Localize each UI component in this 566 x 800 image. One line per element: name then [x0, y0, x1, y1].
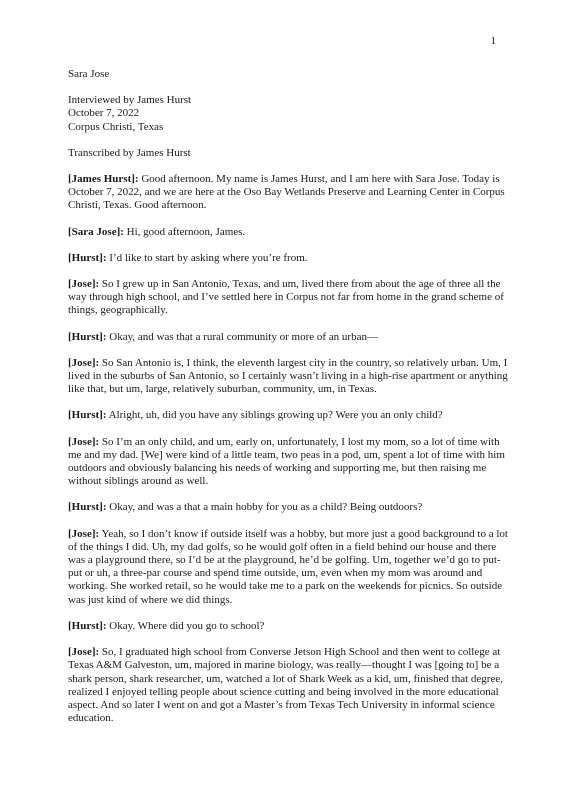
speaker-label: [Jose]: [68, 646, 100, 659]
paragraph-text: So San Antonio is, I think, the eleventh largest city in the country, so relatively urban. Um, I lived in the suburbs of San Antonio, so I certainly wasn’t living in a high-rise apartment or anything like that, but um, large, relatively suburban, community, um, in Texas. [68, 356, 508, 396]
transcript-paragraph [68, 501, 508, 514]
speaker-label: [Hurst]: [68, 251, 107, 264]
transcript-paragraph [68, 173, 508, 213]
paragraph-text: Okay, and was a that a main hobby for you as a child? Being outdoors? [106, 501, 423, 514]
paragraph-text: Good afternoon. My name is James Hurst, and I am here with Sara Jose. Today is October 7, 2022, and we are here at the Oso Bay Wetlands Preserve and Learning Center in Corpus Christi, Texas. Good afternoon. [68, 173, 505, 212]
transcript-paragraph [68, 226, 508, 239]
paragraph-text: Alright, uh, did you have any siblings growing up? Were you an only child? [106, 409, 443, 422]
speaker-label: [Hurst]: [68, 501, 107, 514]
interview-date: October 7, 2022 [68, 107, 140, 120]
transcript-paragraph [68, 278, 508, 318]
interviewee-name-block [68, 68, 508, 81]
paragraph-text: Okay, and was that a rural community or more of an urban— [106, 330, 378, 343]
paragraph-text: So I’m an only child, and um, early on, unfortunately, I lost my mom, so a lot of time with me and my dad. [We] were kind of a little team, two peas in a pod, um, spent a lot of time with him outdoors and obviously balancing his needs of working and supporting me, but then raising me without siblings around as well. [68, 435, 505, 488]
paragraph-text: Okay. Where did you go to school? [106, 619, 265, 632]
speaker-label: [Hurst]: [68, 619, 107, 632]
speaker-label: [Jose]: [68, 435, 100, 448]
interview-info-block [68, 94, 508, 134]
transcript-paragraph [68, 409, 508, 422]
paragraph-text: I’d like to start by asking where you’re from. [106, 251, 308, 264]
speaker-label: [Jose]: [68, 527, 100, 540]
transcript-paragraph [68, 528, 508, 607]
speaker-label: [Hurst]: [68, 409, 107, 422]
interviewee-name: Sara Jose [68, 68, 110, 80]
transcript-content [68, 68, 508, 738]
transcript-paragraph [68, 646, 508, 725]
transcript-paragraph [68, 331, 508, 344]
paragraph-text: So I grew up in San Antonio, Texas, and um, lived there from about the age of three all the way through high school, and I’ve settled here in Corpus not far from home in the grand scheme of things, geographically. [68, 278, 504, 317]
transcriber-block [68, 147, 508, 160]
speaker-label: [James Hurst]: [68, 173, 139, 186]
page-number: 1 [490, 35, 496, 47]
paragraph-text: Hi, good afternoon, James. [123, 225, 246, 238]
transcript-paragraph [68, 252, 508, 265]
interviewer-line: Interviewed by James Hurst [68, 94, 192, 107]
speaker-label: [Jose]: [68, 278, 100, 291]
speaker-label: [Hurst]: [68, 330, 107, 343]
paragraph-text: Yeah, so I don’t know if outside itself was a hobby, but more just a good background to a lot of the things I did. Uh, my dad golfs, so he would golf often in a field behind our house and there was a playground there, so I’d be at the playground, he’d be golfing. Um, together we’d go to put-put or uh, a three-par course and spend time outside, um, even when my mom was around and working. She worked retail, so he would take me to a park on the weekends for picnics. So outside was just kind of where we did things. [68, 527, 508, 606]
transcript-paragraph [68, 620, 508, 633]
interview-location: Corpus Christi, Texas [68, 120, 164, 133]
transcript-paragraph [68, 436, 508, 489]
transcript-paragraph [68, 357, 508, 397]
transcriber-line: Transcribed by James Hurst [68, 146, 191, 159]
paragraph-text: So, I graduated high school from Converse Jetson High School and then went to college at Texas A&M Galveston, um, majored in marine biology, was really—thought I was [going to] be a shark person, shark researcher, um, watched a lot of Shark Week as a kid, um, finished that degree, realized I enjoyed telling people about science cutting and being involved in the more educational aspect. And so later I went on and got a Master’s from Texas Tech University in informal science education. [68, 646, 503, 725]
speaker-label: [Jose]: [68, 356, 100, 369]
speaker-label: [Sara Jose]: [68, 225, 124, 238]
